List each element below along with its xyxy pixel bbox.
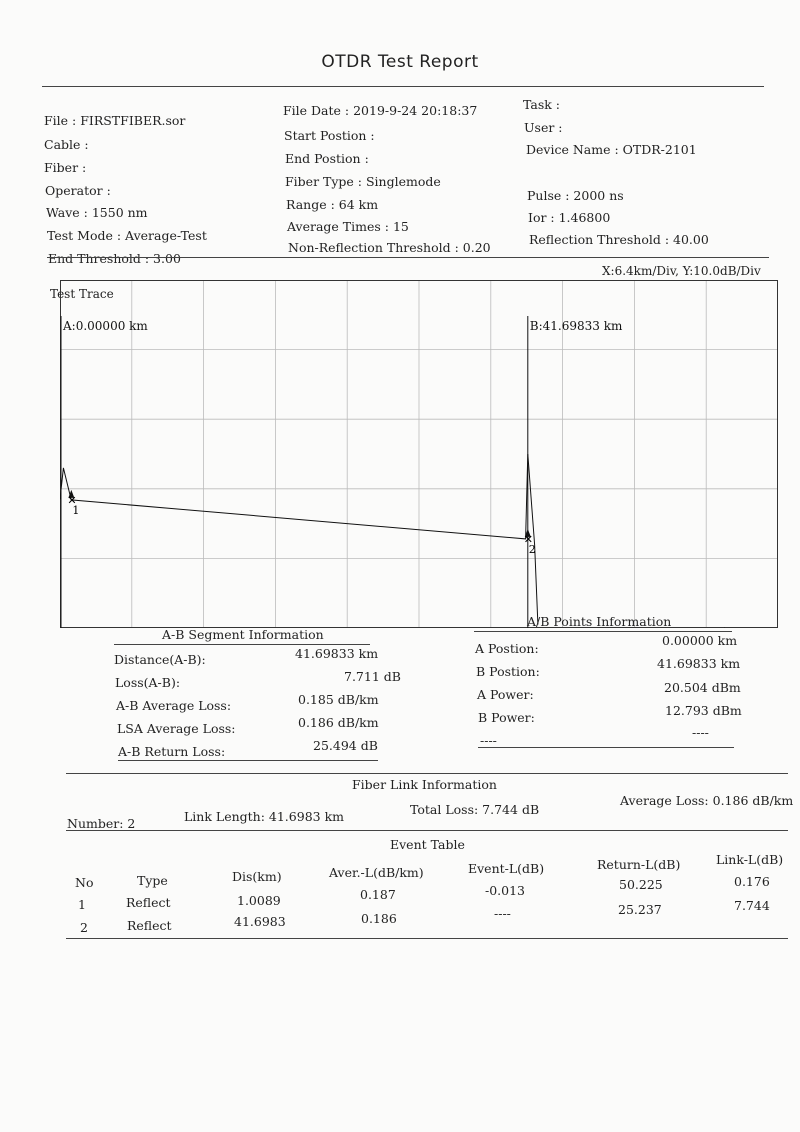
range-field: Range : 64 km (286, 197, 379, 212)
points-label: B Postion: (476, 664, 540, 679)
link-length: Link Length: 41.6983 km (184, 809, 344, 824)
test-trace-chart (60, 280, 778, 628)
link-title: Fiber Link Information (352, 777, 497, 792)
report-title: OTDR Test Report (321, 52, 479, 72)
event-table-cell: 2 (80, 920, 88, 935)
points-label: ---- (480, 733, 497, 748)
fiber-type-field: Fiber Type : Singlemode (285, 174, 441, 189)
segment-rule (114, 644, 370, 645)
points-label: A Power: (477, 687, 534, 702)
non-reflection-threshold-field: Non-Reflection Threshold : 0.20 (288, 240, 491, 255)
segment-bottom-rule (118, 760, 378, 761)
segment-label: LSA Average Loss: (117, 721, 236, 736)
cable-field: Cable : (44, 137, 89, 152)
average-times-field: Average Times : 15 (287, 219, 409, 234)
event-table-cell: 1 (78, 897, 86, 912)
event-cross: ✕ (523, 532, 534, 546)
event-table-title: Event Table (390, 837, 465, 852)
event-table-cell: Reflect (126, 895, 171, 910)
cursor-b-label: B:41.69833 km (529, 319, 623, 333)
title-rule (42, 86, 764, 87)
user-field: User : (524, 120, 563, 135)
reflection-threshold-field: Reflection Threshold : 40.00 (529, 232, 709, 247)
points-rule (474, 631, 732, 632)
link-top-rule (66, 773, 788, 774)
segment-value: 0.186 dB/km (298, 715, 379, 730)
segment-value: 41.69833 km (295, 646, 379, 661)
test-mode-field: Test Mode : Average-Test (47, 228, 207, 243)
points-label: A Postion: (475, 641, 539, 656)
event-table-cell: 25.237 (618, 902, 662, 917)
points-value: 12.793 dBm (665, 703, 742, 718)
segment-label: A-B Return Loss: (118, 744, 226, 759)
event-table-cell: 7.744 (734, 898, 770, 913)
event-table-cell: 1.0089 (237, 893, 281, 908)
link-total-loss: Total Loss: 7.744 dB (410, 802, 540, 817)
event-table-cell: ---- (494, 906, 511, 921)
event-table-bottom-rule (66, 938, 788, 939)
event-table-cell: 0.176 (734, 874, 770, 889)
wave-field: Wave : 1550 nm (46, 205, 148, 220)
segment-label: A-B Average Loss: (116, 698, 232, 713)
event-cross: ✕ (67, 493, 77, 507)
event-table-header: Link-L(dB) (716, 852, 784, 867)
points-title: A/B Points Information (527, 614, 672, 629)
points-bottom-rule (478, 747, 734, 748)
file-field: File : FIRSTFIBER.sor (44, 113, 186, 128)
event-table-header: Dis(km) (232, 869, 282, 884)
scale-label: X:6.4km/Div, Y:10.0dB/Div (602, 264, 761, 278)
header-rule (47, 257, 769, 258)
pulse-field: Pulse : 2000 ns (527, 188, 624, 203)
file-date-field: File Date : 2019-9-24 20:18:37 (283, 103, 478, 118)
link-number: Number: 2 (67, 816, 136, 831)
ior-field: Ior : 1.46800 (528, 210, 611, 225)
start-position-field: Start Postion : (284, 128, 375, 143)
segment-value: 7.711 dB (344, 669, 401, 684)
event-table-cell: 0.186 (361, 911, 397, 926)
fiber-field: Fiber : (44, 160, 87, 175)
link-bottom-rule (66, 830, 788, 831)
event-table-cell: -0.013 (485, 883, 526, 898)
end-threshold-field: End Threshold : 3.00 (48, 251, 181, 266)
segment-value: 25.494 dB (313, 738, 378, 753)
cursor-a-label: A:0.00000 km (63, 319, 148, 333)
event-table-header: Return-L(dB) (597, 857, 681, 872)
segment-label: Loss(A-B): (115, 675, 181, 690)
event-table-cell: 41.6983 (234, 914, 286, 929)
points-value: 0.00000 km (662, 633, 738, 648)
points-label: B Power: (478, 710, 535, 725)
chart-grid (60, 280, 778, 628)
operator-field: Operator : (45, 183, 111, 198)
points-value: 20.504 dBm (664, 680, 741, 695)
segment-title: A-B Segment Information (162, 627, 324, 642)
event-table-header: No (75, 875, 94, 890)
end-position-field: End Postion : (285, 151, 369, 166)
event-table-cell: 0.187 (360, 887, 396, 902)
segment-value: 0.185 dB/km (298, 692, 379, 707)
event-number-label: 1 (72, 503, 80, 517)
points-value: ---- (692, 725, 709, 740)
task-field: Task : (523, 97, 560, 112)
segment-label: Distance(A-B): (114, 652, 206, 667)
device-name-field: Device Name : OTDR-2101 (526, 142, 697, 157)
event-table-header: Type (137, 873, 168, 888)
event-table-cell: Reflect (127, 918, 172, 933)
trace-title: Test Trace (50, 287, 114, 301)
event-table-cell: 50.225 (619, 877, 663, 892)
link-average-loss: Average Loss: 0.186 dB/km (620, 793, 794, 808)
event-table-header: Aver.-L(dB/km) (329, 865, 424, 880)
points-value: 41.69833 km (657, 656, 741, 671)
event-number-label: 2 (528, 542, 536, 556)
event-table-header: Event-L(dB) (468, 861, 545, 876)
